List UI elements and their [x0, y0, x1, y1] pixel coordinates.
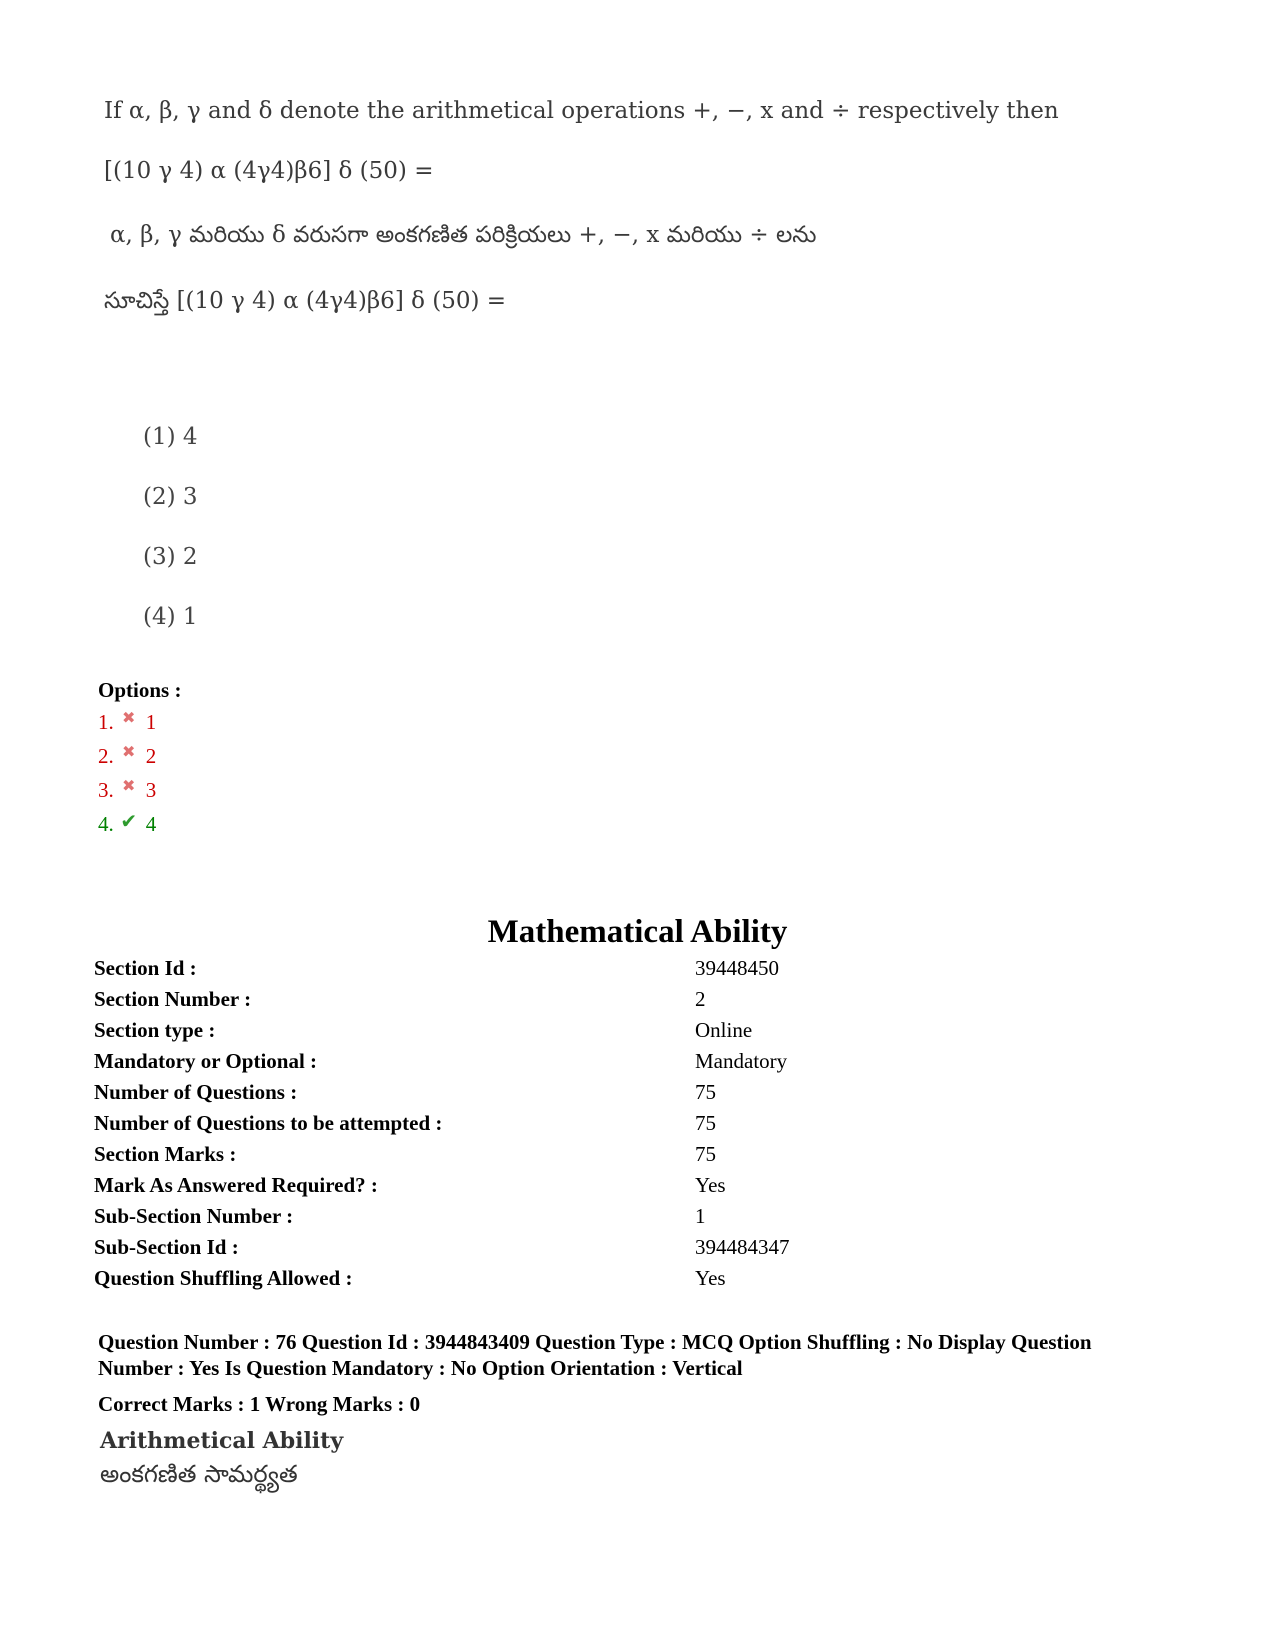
question-text-telugu-1: α, β, γ మరియు δ వరుసగా అంకగణిత పరిక్రియలు +, −, x మరియు ÷ లను	[110, 222, 817, 248]
section-info-row	[94, 987, 1094, 1015]
info-key: Section type :	[94, 1018, 216, 1042]
question-meta-line-2: Number : Yes Is Question Mandatory : No Option Orientation : Vertical	[98, 1356, 743, 1380]
info-key: Question Shuffling Allowed :	[94, 1266, 353, 1290]
info-value: 394484347	[695, 1235, 790, 1259]
info-key: Sub-Section Number :	[94, 1204, 294, 1228]
options-label: Options :	[98, 678, 182, 702]
info-value: Online	[695, 1018, 753, 1042]
cross-icon: ✖	[122, 777, 136, 795]
question-marks: Correct Marks : 1 Wrong Marks : 0	[98, 1392, 421, 1416]
option-number: 2.	[98, 744, 114, 768]
question-text-english-2: [(10 γ 4) α (4γ4)β6] δ (50) =	[104, 158, 434, 184]
info-key: Section Number :	[94, 987, 252, 1011]
option-item	[98, 812, 156, 837]
section-info-row	[94, 956, 1094, 984]
option-item	[98, 778, 156, 803]
section-info-row	[94, 1204, 1094, 1232]
question-text-english-1: If α, β, γ and δ denote the arithmetical operations +, −, x and ÷ respectively then	[104, 98, 1059, 124]
subject-heading-telugu: అంకగణిత సామర్థ్యత	[100, 1460, 298, 1488]
info-key: Sub-Section Id :	[94, 1235, 239, 1259]
question-text-telugu-2: సూచిస్తే [(10 γ 4) α (4γ4)β6] δ (50) =	[104, 288, 507, 314]
option-value: 3	[145, 778, 157, 802]
info-value: 75	[695, 1142, 716, 1166]
cross-icon: ✖	[122, 709, 136, 727]
section-info-row	[94, 1018, 1094, 1046]
option-value: 2	[145, 744, 157, 768]
section-info-row	[94, 1173, 1094, 1201]
question-meta-line-1: Question Number : 76 Question Id : 3944843409 Question Type : MCQ Option Shuffling : No Display Question	[98, 1330, 1092, 1354]
info-key: Number of Questions to be attempted :	[94, 1111, 443, 1135]
info-value: 75	[695, 1080, 716, 1104]
cross-icon: ✖	[122, 743, 136, 761]
info-value: Mandatory	[695, 1049, 788, 1073]
section-title: Mathematical Ability	[487, 914, 788, 950]
info-key: Number of Questions :	[94, 1080, 298, 1104]
question-choice-4: (4) 1	[143, 604, 198, 630]
section-info-row	[94, 1142, 1094, 1170]
subject-heading-english: Arithmetical Ability	[100, 1428, 344, 1454]
option-value: 4	[145, 812, 157, 836]
check-icon: ✔	[120, 811, 138, 833]
section-info-row	[94, 1111, 1094, 1139]
info-value: 75	[695, 1111, 716, 1135]
option-number: 3.	[98, 778, 114, 802]
option-value: 1	[145, 710, 157, 734]
info-key: Mark As Answered Required? :	[94, 1173, 378, 1197]
info-value: 1	[695, 1204, 706, 1228]
section-info-row	[94, 1080, 1094, 1108]
question-choice-3: (3) 2	[143, 544, 198, 570]
question-choice-2: (2) 3	[143, 484, 198, 510]
option-number: 4.	[98, 812, 114, 836]
section-info-row	[94, 1049, 1094, 1077]
info-key: Section Id :	[94, 956, 197, 980]
info-key: Mandatory or Optional :	[94, 1049, 318, 1073]
info-value: 39448450	[695, 956, 779, 980]
section-info-row	[94, 1235, 1094, 1263]
info-key: Section Marks :	[94, 1142, 237, 1166]
question-choice-1: (1) 4	[143, 424, 198, 450]
info-value: Yes	[695, 1173, 726, 1197]
info-value: Yes	[695, 1266, 726, 1290]
section-info-row	[94, 1266, 1094, 1294]
option-number: 1.	[98, 710, 114, 734]
info-value: 2	[695, 987, 706, 1011]
option-item	[98, 744, 156, 769]
option-item	[98, 710, 156, 735]
